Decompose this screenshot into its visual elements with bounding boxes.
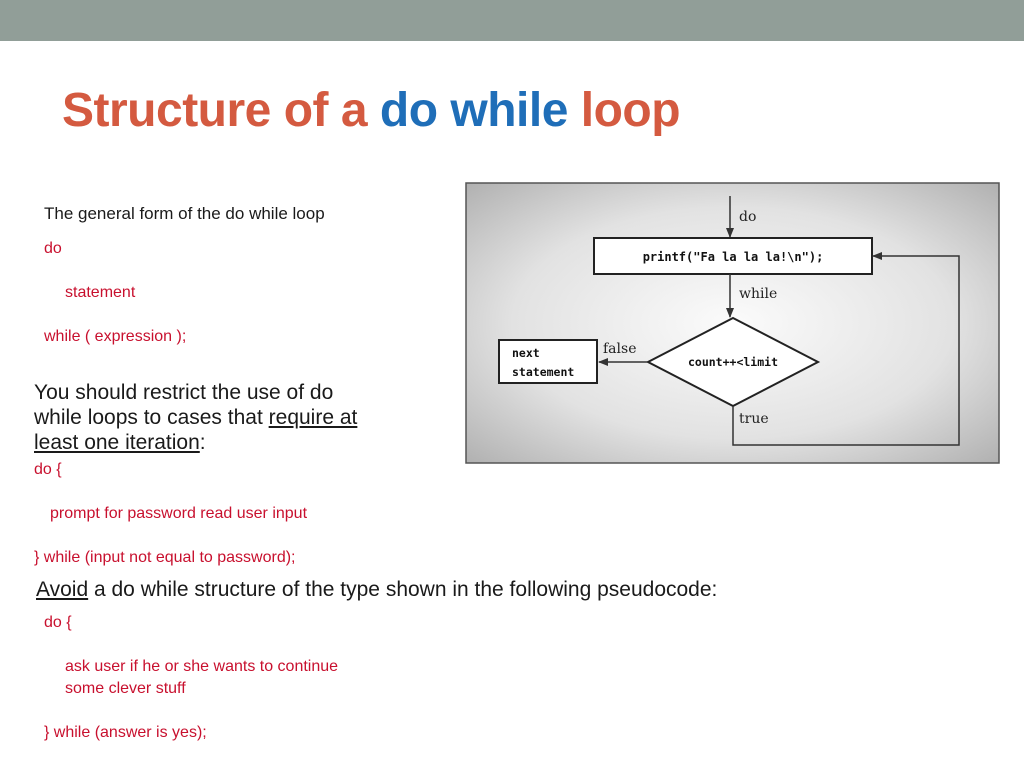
do-while-flowchart xyxy=(465,182,1000,464)
title-part1: Structure of a xyxy=(62,84,368,137)
true-label: true xyxy=(739,411,769,427)
example2-do-line: do { xyxy=(44,614,72,631)
example2-body-line-1: ask user if he or she wants to continue xyxy=(65,658,339,675)
printf-text: printf("Fa la la la!\n"); xyxy=(642,250,824,264)
example1-while-line: } while (input not equal to password); xyxy=(34,549,296,566)
restrict-line-1: You should restrict the use of do xyxy=(34,381,334,404)
title-part2: do while xyxy=(379,84,568,137)
form-do-line: do xyxy=(44,240,62,257)
do-label: do xyxy=(739,209,757,225)
general-form-text: The general form of the do while loop xyxy=(44,204,325,223)
next-statement-line-2: statement xyxy=(512,365,575,379)
restrict-line-3-colon: : xyxy=(199,431,206,454)
example2-while-line: } while (answer is yes); xyxy=(44,724,207,741)
restrict-line-2 xyxy=(34,405,357,430)
restrict-line-3 xyxy=(34,430,206,455)
title-part3: loop xyxy=(580,84,681,137)
restrict-line-2-text: while loops to cases that xyxy=(34,406,269,429)
avoid-rest: a do while structure of the type shown in the following pseudocode: xyxy=(88,578,718,601)
false-label: false xyxy=(603,341,637,357)
while-label: while xyxy=(739,286,778,302)
top-bar xyxy=(0,0,1024,41)
slide-title xyxy=(62,83,680,138)
condition-text: count++<limit xyxy=(687,355,779,369)
example2-body-line-2: some clever stuff xyxy=(65,680,186,697)
example1-do-line: do { xyxy=(34,461,62,478)
form-while-line: while ( expression ); xyxy=(44,328,187,345)
avoid-text xyxy=(36,578,717,602)
next-statement-line-1: next xyxy=(512,346,540,360)
require-link-part1: require at xyxy=(268,406,358,429)
require-link-part2: least one iteration xyxy=(34,431,200,454)
form-statement-line: statement xyxy=(65,284,136,301)
avoid-word: Avoid xyxy=(36,578,89,601)
example1-body-line: prompt for password read user input xyxy=(50,505,308,522)
